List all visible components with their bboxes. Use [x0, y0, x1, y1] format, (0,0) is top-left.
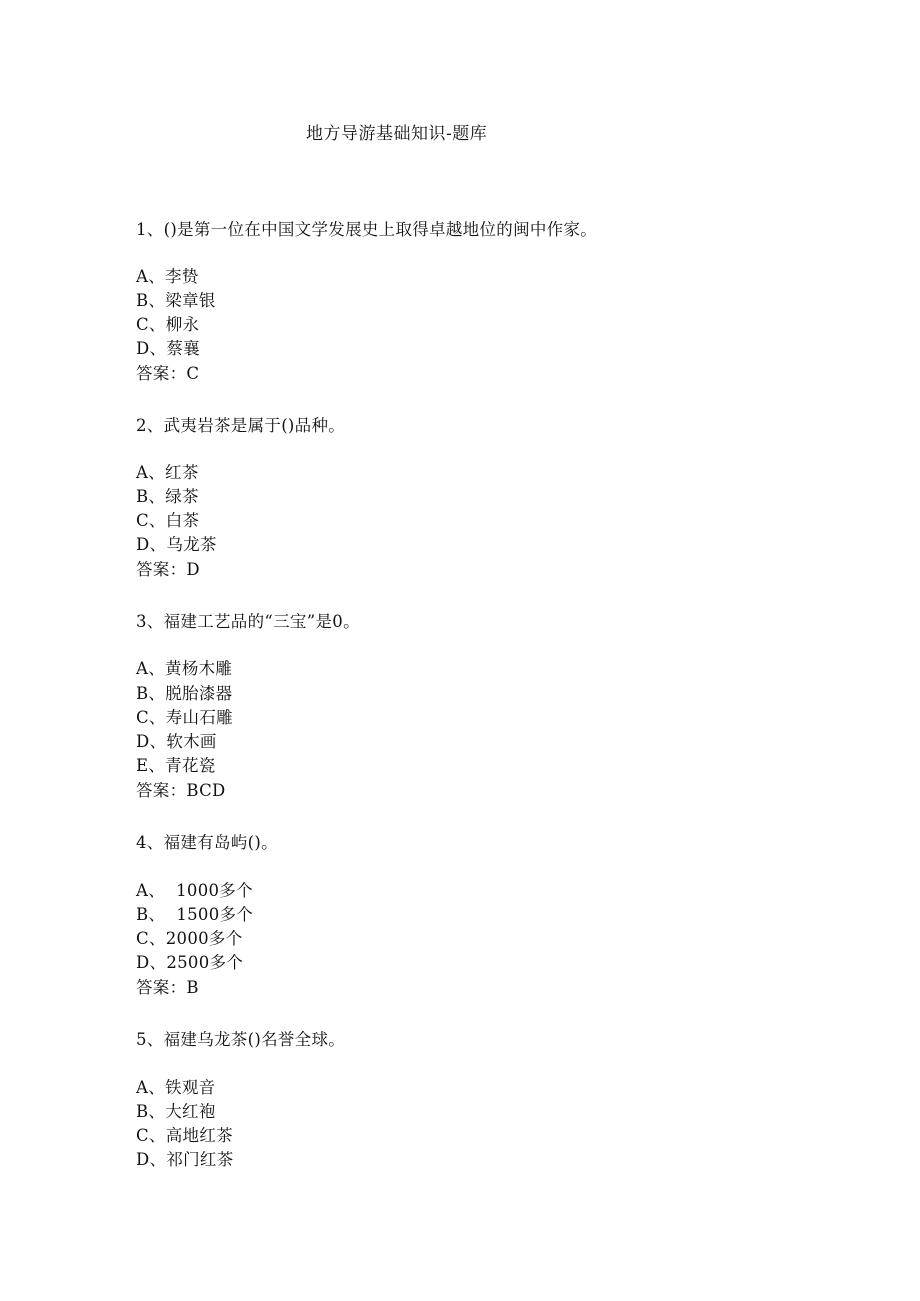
question-5-option-a: A、铁观音 — [136, 1078, 216, 1097]
question-4-option-a: A、 1000多个 — [136, 881, 253, 900]
question-4-answer: 答案：B — [136, 978, 199, 997]
question-2-option-a: A、红茶 — [136, 463, 199, 482]
question-2-option-c: C、白茶 — [136, 511, 200, 530]
question-1-option-c: C、柳永 — [136, 315, 200, 334]
question-1-stem: 1、()是第一位在中国文学发展史上取得卓越地位的闽中作家。 — [136, 220, 598, 239]
question-5-stem: 5、福建乌龙茶()名誉全球。 — [136, 1030, 346, 1049]
question-2-option-b: B、绿茶 — [136, 487, 199, 506]
question-3-option-d: D、软木画 — [136, 732, 217, 751]
document-title: 地方导游基础知识-题库 — [306, 124, 488, 144]
question-5-option-d: D、祁门红茶 — [136, 1150, 234, 1169]
question-4-stem: 4、福建有岛屿()。 — [136, 833, 278, 852]
question-1-option-a: A、李贽 — [136, 267, 199, 286]
question-3-option-e: E、青花瓷 — [136, 756, 216, 775]
question-2-stem: 2、武夷岩茶是属于()品种。 — [136, 416, 346, 435]
question-3-stem: 3、福建工艺品的“三宝”是0。 — [136, 612, 360, 631]
question-1-option-b: B、梁章银 — [136, 291, 216, 310]
question-3-answer: 答案：BCD — [136, 781, 226, 800]
question-3-option-c: C、寿山石雕 — [136, 708, 233, 727]
question-5-option-b: B、大红袍 — [136, 1102, 216, 1121]
question-2-answer: 答案：D — [136, 560, 200, 579]
question-1-option-d: D、蔡襄 — [136, 339, 200, 358]
question-5-option-c: C、高地红茶 — [136, 1126, 233, 1145]
question-4-option-b: B、 1500多个 — [136, 905, 254, 924]
question-4-option-d: D、2500多个 — [136, 953, 244, 972]
question-3-option-a: A、黄杨木雕 — [136, 659, 233, 678]
question-3-option-b: B、脱胎漆器 — [136, 684, 233, 703]
question-1-answer: 答案：C — [136, 364, 200, 383]
question-2-option-d: D、乌龙茶 — [136, 535, 217, 554]
question-4-option-c: C、2000多个 — [136, 929, 243, 948]
